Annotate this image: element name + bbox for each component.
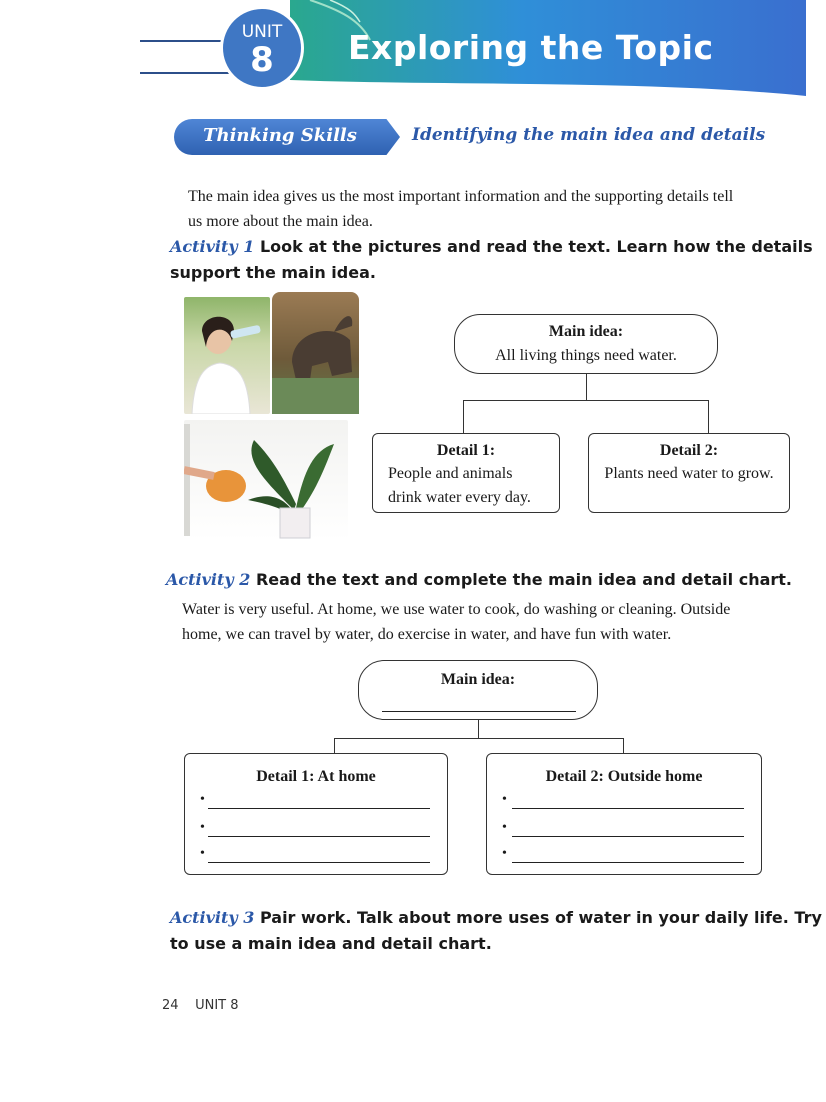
activity-2-text-line-1: Water is very useful. At home, we use water to cook, do washing or cleaning. Outside <box>182 601 731 618</box>
intro-line-1: The main idea gives us the most important information and the supporting details tell <box>188 188 734 205</box>
activity-1-detail-1-label: Detail 1: <box>436 442 496 459</box>
activity-1-detail-1-line-2: drink water every day. <box>388 489 531 506</box>
activity-3-line-2: to use a main idea and detail chart. <box>170 934 492 953</box>
activity-2-stem-line <box>478 720 479 738</box>
activity-3-line-1: Pair work. Talk about more uses of water in your daily life. Try <box>259 908 822 927</box>
activity-2-instruction <box>166 567 792 593</box>
activity-2-detail-1-blank-2[interactable] <box>208 836 430 837</box>
activity-1-line-1: Look at the pictures and read the text. Learn how the details <box>259 237 813 256</box>
elephant-in-water-photo <box>272 292 359 414</box>
activity-1-line-2: support the main idea. <box>170 263 376 282</box>
activity-2-detail-2-blank-1[interactable] <box>512 808 744 809</box>
bullet: • <box>502 820 507 835</box>
activity-1-tag: Activity 1 <box>170 237 255 256</box>
activity-2-connector <box>334 738 624 753</box>
unit-number: 8 <box>250 40 274 80</box>
activity-3-instruction <box>170 905 822 931</box>
page-number: 24 <box>162 998 179 1013</box>
thinking-skill-name: Identifying the main idea and details <box>412 125 766 145</box>
activity-2-detail-2-blank-2[interactable] <box>512 836 744 837</box>
activity-2-main-idea-label: Main idea: <box>440 671 516 688</box>
activity-1-detail-1-line-1: People and animals <box>388 465 513 482</box>
activity-2-text-line-2: home, we can travel by water, do exercise in water, and have fun with water. <box>182 626 672 643</box>
activity-1-main-idea-label: Main idea: <box>548 323 624 340</box>
watering-plant-photo <box>184 420 348 540</box>
activity-1-main-idea-text: All living things need water. <box>495 347 677 364</box>
bullet: • <box>502 846 507 861</box>
activity-1-connector <box>463 400 709 433</box>
header-rule-bottom <box>140 72 230 74</box>
activity-2-tag: Activity 2 <box>166 570 251 589</box>
activity-2-detail-1-blank-3[interactable] <box>208 862 430 863</box>
bullet: • <box>200 820 205 835</box>
activity-1-instruction <box>170 234 813 260</box>
activity-1-detail-2-text: Plants need water to grow. <box>604 465 774 482</box>
unit-word: UNIT <box>241 22 283 42</box>
activity-2-detail-2-label: Detail 2: Outside home <box>545 768 703 785</box>
activity-2-instruction-text: Read the text and complete the main idea and detail chart. <box>255 570 792 589</box>
girl-drinking-photo <box>184 297 270 414</box>
intro-line-2: us more about the main idea. <box>188 213 373 230</box>
header-rule-top <box>140 40 230 42</box>
page-footer <box>162 998 239 1013</box>
activity-1-detail-2-label: Detail 2: <box>659 442 719 459</box>
bullet: • <box>200 846 205 861</box>
activity-2-detail-2-blank-3[interactable] <box>512 862 744 863</box>
activity-2-main-idea-blank[interactable] <box>382 711 576 712</box>
activity-1-stem-line <box>586 374 587 400</box>
page-title: Exploring the Topic <box>348 28 714 67</box>
bullet: • <box>502 792 507 807</box>
footer-unit-label: UNIT 8 <box>195 998 239 1013</box>
activity-2-detail-1-label: Detail 1: At home <box>256 768 376 785</box>
thinking-skills-label: Thinking Skills <box>203 125 357 146</box>
activity-3-tag: Activity 3 <box>170 908 255 927</box>
bullet: • <box>200 792 205 807</box>
activity-2-detail-1-blank-1[interactable] <box>208 808 430 809</box>
